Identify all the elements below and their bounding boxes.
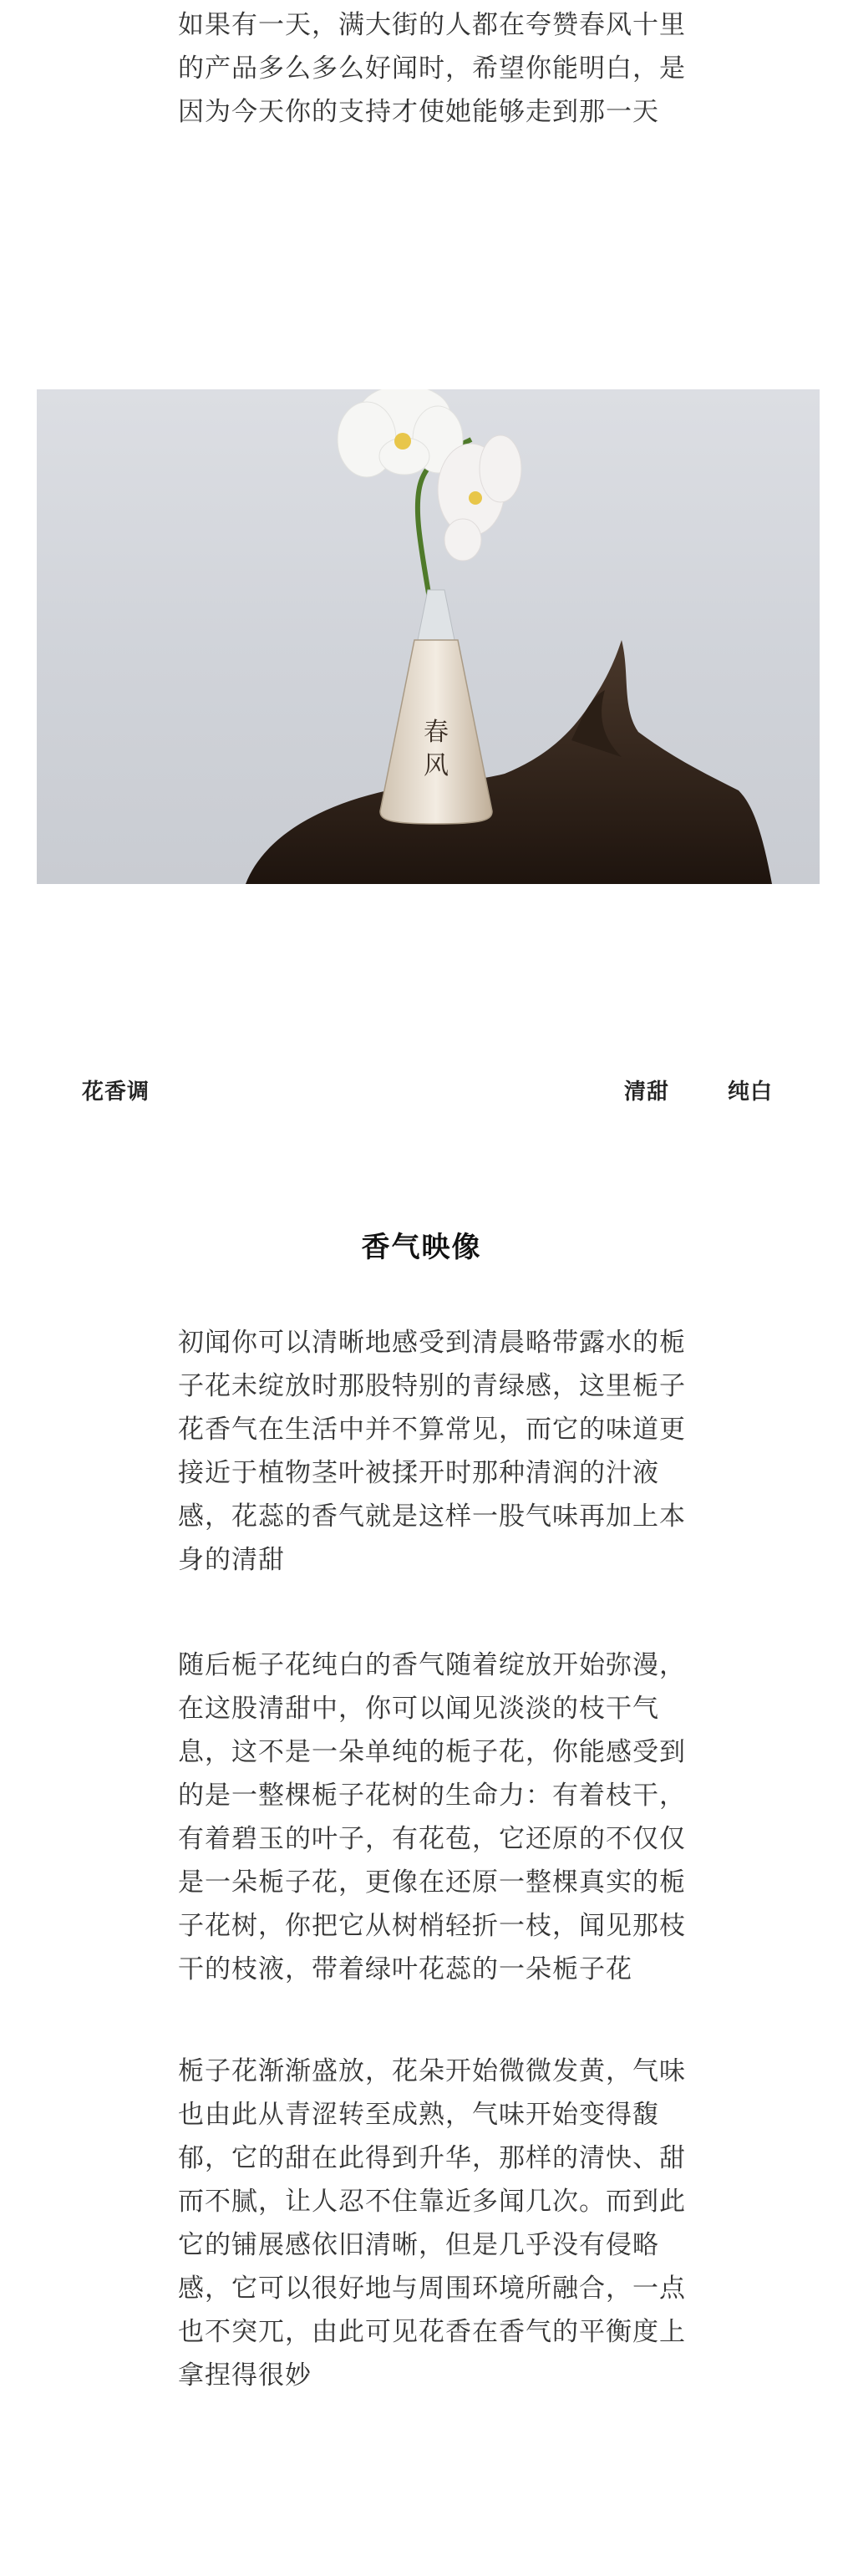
scent-tag-pure-white: 纯白 — [728, 1080, 774, 1105]
bottle-cap — [418, 590, 455, 640]
orchid-flower-side — [438, 435, 521, 561]
scent-notes-row — [0, 1075, 843, 1108]
product-photo — [37, 389, 820, 884]
scent-tag-sweet: 清甜 — [624, 1080, 670, 1105]
intro-paragraph: 如果有一天，满大街的人都在夸赞春风十里的产品多么多么好闻时，希望你能明白，是因为今天你的支持才使她能够走到那一天 — [178, 10, 686, 127]
section-title: 香气映像 — [361, 1231, 482, 1264]
perfume-orchid-illustration — [37, 389, 820, 884]
bottle-label-2: 风 — [424, 751, 449, 780]
scent-paragraph-1: 初闻你可以清晰地感受到清晨略带露水的栀子花未绽放时那股特别的青绿感，这里栀子花香气在生活中并不算常见，而它的味道更接近于植物茎叶被揉开时那种清润的汁液感，花蕊的香气就是这样一股气味再加上本身的清甜 — [178, 1328, 686, 1575]
bottle-label-1: 春 — [424, 718, 449, 747]
scent-paragraph-3: 栀子花渐渐盛放，花朵开始微微发黄，气味也由此从青涩转至成熟，气味开始变得馥郁，它的甜在此得到升华，那样的清快、甜而不腻，让人忍不住靠近多闻几次。而到此它的铺展感依旧清晰，但是几乎没有侵略感，它可以很好地与周围环境所融合，一点也不突兀，由此可见花香在香气的平衡度上拿捏得很妙 — [178, 2056, 686, 2391]
scent-family: 花香调 — [82, 1080, 150, 1105]
scent-paragraph-2: 随后栀子花纯白的香气随着绽放开始弥漫，在这股清甜中，你可以闻见淡淡的枝干气息，这不是一朵单纯的栀子花，你能感受到的是一整棵栀子花树的生命力：有着枝干，有着碧玉的叶子，有花苞，它还原的不仅仅是一朵栀子花，更像在还原一整棵真实的栀子花树，你把它从树梢轻折一枝，闻见那枝干的枝液，带着绿叶花蕊的一朵栀子花 — [178, 1650, 686, 1984]
driftwood-shape — [246, 640, 772, 884]
